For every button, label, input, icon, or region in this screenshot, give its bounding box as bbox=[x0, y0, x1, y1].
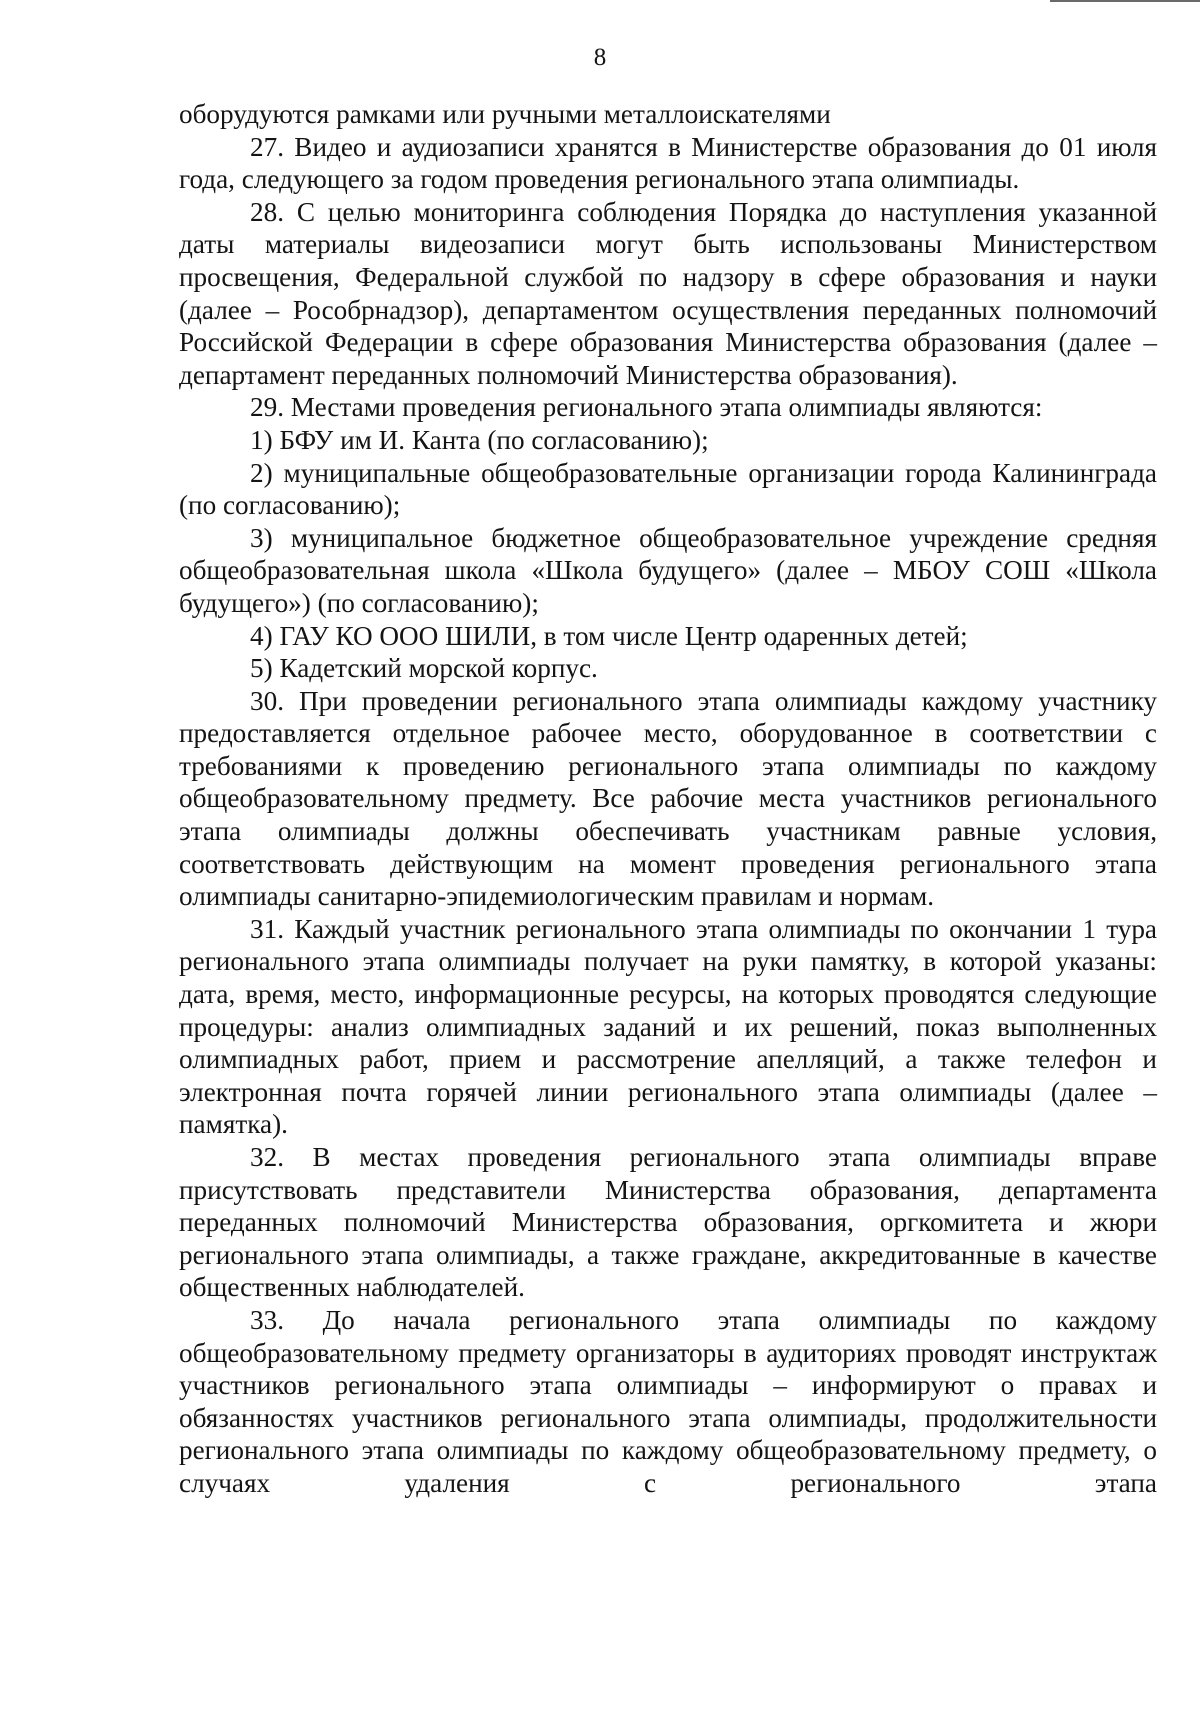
list-item-4: 4) ГАУ КО ООО ШИЛИ, в том числе Центр одаренных детей; bbox=[250, 620, 968, 651]
paragraph-31: 31. Каждый участник регионального этапа олимпиады по окончании 1 тура регионального этапа олимпиады получает на руки памятку, в которой указаны: дата, время, место, информационные ресурсы, на которых проводятся следующие процедуры: анализ олимпиадных заданий и их решений, показ выполненных олимпиадных работ, прием и рассмотрение апелляций, а также телефон и электронная почта горячей линии регионального этапа олимпиады (далее – памятка). bbox=[179, 913, 1157, 1140]
list-item-2: 2) муниципальные общеобразовательные организации города Калининграда (по согласованию); bbox=[179, 457, 1157, 521]
scan-edge-mark bbox=[1050, 0, 1200, 2]
page-number: 8 bbox=[593, 44, 607, 71]
paragraph-30: 30. При проведении регионального этапа олимпиады каждому участнику предоставляется отдельное рабочее место, оборудованное в соответствии с требованиями к проведению регионального этапа олимпиады по каждому общеобразовательному предмету. Все рабочие места участников регионального этапа олимпиады должны обеспечивать участникам равные условия, соответствовать действующим на момент проведения регионального этапа олимпиады санитарно-эпидемиологическим правилам и нормам. bbox=[179, 685, 1157, 912]
paragraph-28: 28. С целью мониторинга соблюдения Порядка до наступления указанной даты материалы видеозаписи могут быть использованы Министерством просвещения, Федеральной службой по надзору в сфере образования и науки (далее – Рособрнадзор), департаментом осуществления переданных полномочий Российской Федерации в сфере образования Министерства образования (далее – департамент переданных полномочий Министерства образования). bbox=[179, 196, 1157, 390]
paragraph-continuation: оборудуются рамками или ручными металлоискателями bbox=[179, 99, 831, 129]
paragraph-33: 33. До начала регионального этапа олимпиады по каждому общеобразовательному предмету организаторы в аудиториях проводят инструктаж участников регионального этапа олимпиады – информируют о правах и обязанностях участников регионального этапа олимпиады, продолжительности регионального этапа олимпиады по каждому общеобразовательному предмету, о случаях удаления с регионального этапа bbox=[179, 1304, 1157, 1498]
list-item-1: 1) БФУ им И. Канта (по согласованию); bbox=[250, 424, 709, 455]
paragraph-27: 27. Видео и аудиозаписи хранятся в Министерстве образования до 01 июля года, следующего за годом проведения регионального этапа олимпиады. bbox=[179, 131, 1157, 195]
document-body bbox=[179, 98, 1157, 1500]
paragraph-29: 29. Местами проведения регионального этапа олимпиады являются: bbox=[250, 392, 1043, 423]
list-item-3: 3) муниципальное бюджетное общеобразовательное учреждение средняя общеобразовательная школа «Школа будущего» (далее – МБОУ СОШ «Школа будущего») (по согласованию); bbox=[179, 522, 1157, 618]
list-item-5: 5) Кадетский морской корпус. bbox=[250, 653, 598, 684]
paragraph-32: 32. В местах проведения регионального этапа олимпиады вправе присутствовать представители Министерства образования, департамента переданных полномочий Министерства образования, оргкомитета и жюри регионального этапа олимпиады, а также граждане, аккредитованные в качестве общественных наблюдателей. bbox=[179, 1142, 1157, 1303]
